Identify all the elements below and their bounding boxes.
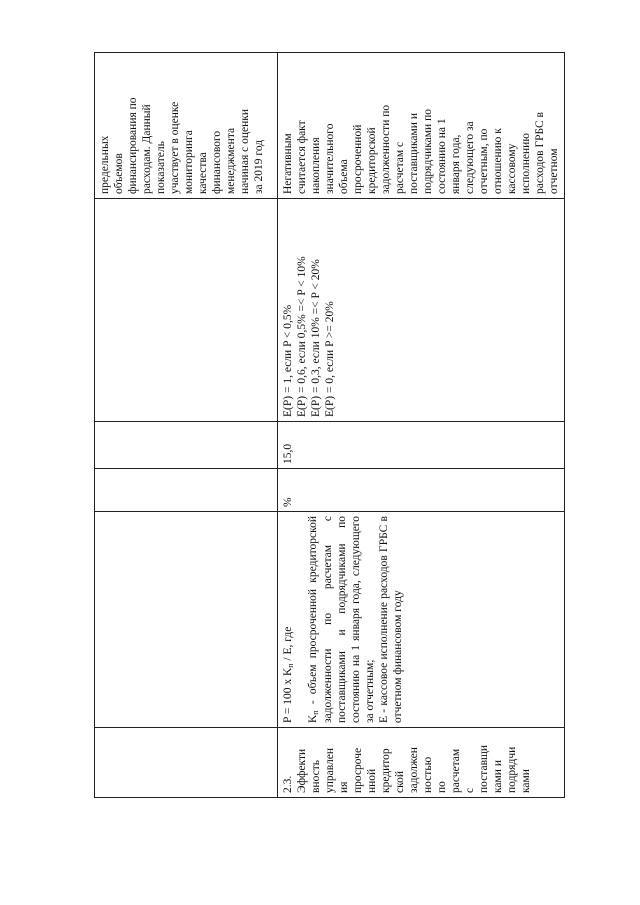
note-line: финансирования по (127, 97, 139, 194)
cell-note (278, 53, 565, 199)
note-line: расчетам с (394, 141, 406, 194)
cell-prev-indicator (95, 728, 278, 798)
note-line: просроченной (352, 124, 364, 194)
note-line: состоянию на 1 (436, 118, 448, 194)
indicator-line: задолжен (408, 747, 420, 793)
note-line: исполнению (520, 133, 532, 194)
indicator-line: Эффекти (296, 748, 308, 793)
note-line: показатель (155, 141, 167, 194)
formula-k-definition: $K_п$ - объем просроченной кредиторской задолженности по расчетам с поставщиками и подрядчиками по состоянию на 1 января года, следующего за отчетным; (307, 516, 376, 723)
note-line: менеджмента (225, 127, 237, 194)
note-line: расходов ГРБС в (534, 112, 546, 194)
note-line: объема (338, 159, 350, 194)
cell-weight: 15,0 (278, 422, 565, 469)
note-line: предельных (99, 135, 111, 194)
note-line: начиная с оценки (239, 108, 251, 194)
rotated-page (94, 53, 560, 798)
note-line: следующего за (464, 121, 476, 194)
indicator-table (94, 52, 565, 798)
cell-formula (278, 512, 565, 728)
note-line: кассовому (506, 143, 518, 194)
cell-prev-note (95, 53, 278, 199)
evaluation-line: E(P) = 1, если P < 0,5% (282, 304, 294, 417)
note-line: января года, (450, 134, 462, 194)
indicator-line: по (436, 781, 448, 793)
cell-prev-evaluation (95, 199, 278, 422)
indicator-line: поставщи (478, 744, 490, 793)
indicator-line: вность (310, 760, 322, 793)
cell-prev-formula (95, 512, 278, 728)
note-line: мониторинга (183, 130, 195, 194)
evaluation-line: E(P) = 0,3, если 10% =< P < 20% (310, 259, 322, 417)
cell-evaluation (278, 199, 565, 422)
table-row-2-3 (278, 53, 565, 798)
indicator-line: просроче (352, 747, 364, 793)
evaluation-line: E(P) = 0, если P >= 20% (324, 301, 336, 417)
note-line: объемов (113, 153, 125, 194)
note-line: участвует в оценке (169, 101, 181, 194)
note-line: отчетном (548, 148, 560, 194)
indicator-line: управлен (324, 747, 336, 793)
note-line: подрядчиками по (422, 109, 434, 194)
note-line: задолженности по (380, 104, 392, 194)
note-line: поставщиками и (408, 113, 420, 194)
note-line: за 2019 год (253, 139, 265, 194)
indicator-line: кредитор (380, 748, 392, 793)
indicator-line: с (464, 787, 476, 793)
indicator-line: расчетам (450, 748, 462, 793)
note-line: считается факт (296, 120, 308, 194)
note-line: значительного (324, 123, 336, 194)
evaluation-line: E(P) = 0,6, если 0,5% =< P < 10% (296, 256, 308, 417)
note-line: кредиторской (366, 127, 378, 194)
formula-text: P = 100 x $K_п$ / E, где (282, 626, 295, 723)
cell-indicator-name (278, 728, 565, 798)
note-line: Негативным (282, 133, 294, 194)
cell-unit: % (278, 469, 565, 512)
cell-prev-weight (95, 422, 278, 469)
indicator-line: ской (394, 770, 406, 793)
note-line: отношению к (492, 128, 504, 194)
indicator-line: нной (366, 768, 378, 793)
table-row-prev (95, 53, 278, 798)
formula-e-definition: E - кассовое исполнение расходов ГРБС в отчетном финансовом году (378, 516, 404, 723)
indicator-line: подрядчи (506, 746, 518, 793)
note-line: накопления (310, 137, 322, 194)
note-line: отчетным, по (478, 128, 490, 194)
indicator-line: ками (520, 769, 532, 793)
note-line: расходам. Данный (141, 104, 153, 194)
indicator-line: 2.3. (282, 775, 294, 793)
indicator-line: ностью (422, 756, 434, 793)
cell-prev-unit (95, 469, 278, 512)
indicator-line: ками и (492, 760, 504, 793)
note-line: финансового (211, 130, 223, 194)
indicator-line: ия (338, 781, 350, 793)
note-line: качества (197, 152, 209, 194)
